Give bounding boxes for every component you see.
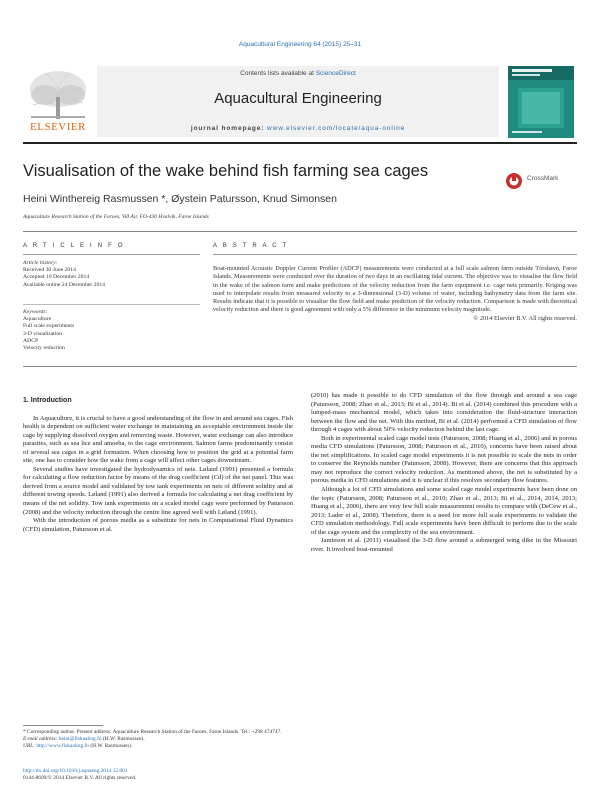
contents-prefix: Contents lists available at (240, 70, 314, 77)
body-paragraph: Although a lot of CFD simulations and some scaled cage model experiments have been done on the topic (Patursson, 2008; Patursson et al., 2010; Zhao et al., 2013; Bi et al., 2014, 2014, 2013; Huang et al., 2006), there are very few full scale measurement results to compare with (DeCew et al., 2013; Lader et al., 2008). Therefore, there is a need for more full scale experiments to validate the CFD simulation methodology. Full scale experiments have been difficult to perform due to the scale of the cage system and the complexity of the sea environment. (311, 486, 577, 536)
keyword-item: Aquaculture (23, 316, 52, 323)
abstract-text: Boat-mounted Acoustic Doppler Current Profiler (ADCP) measurements were conducted at a full scale salmon farm outside Tórshavn, Faroe Islands. Measurements were conducted over the duration of two days in an oscillating tidal current. The objective was to visualise the flow field in the wake of the salmon farm and make predictions of the velocity reduction from the farm equipment i.e. cage nets primarily. Kriging was used to interpolate results from measured velocity to a 3-dimensional (3-D) volume of water, including bathymetry data from the farm site. Results indicate that it is possible to visualise the flow field and make prediction of the velocity reduction. Comparison is made with theoretical velocity reduction and there is good agreement with only a 5% difference in the minimum velocity magnitude. (213, 265, 577, 314)
doi-link[interactable]: http://dx.doi.org/10.1016/j.aquaeng.2014.12.001 (23, 768, 128, 774)
article-title: Visualisation of the wake behind fish farming sea cages (23, 162, 429, 180)
body-paragraph: In Aquaculture, it is crucial to have a good understanding of the flow in and around sea cages. Fish health is dependent on sufficient water exchange in maintaining an acceptable environment inside the cage by supplying dissolved oxygen and removing waste. However, water exchange can also introduce parasites, such as sea lice and amoeba, to the cage environment. Salmon farms predominantly consist of several sea cages in a grid formation. When choosing how to position the grid at a potential farm site, one has to consider how the wake from a cage will affect other cages downstream. (23, 414, 293, 465)
online-date: Available online 24 December 2014 (23, 281, 106, 288)
body-paragraph: Several studies have investigated the hydrodynamics of nets. Løland (1991) presented a formula for calculating a flow reduction factor by means of the drag coefficient (Cd) of the net panel. This was derived from a source model and validated by tow tank experiments on nets of different solidity and at different towing speeds. Løland (1991) also derived a formula for calculating a net drag coefficient by means of the net solidity. Tow tank experiments on a scaled model cage were performed by Patursson (2008) and the velocity reduction through the centre line agreed well with Løland (1991). (23, 465, 293, 516)
keyword-item: 3-D visualisation (23, 330, 63, 337)
abstract-heading: A B S T R A C T (213, 243, 289, 249)
article-info-heading: A R T I C L E I N F O (23, 243, 125, 249)
email-link[interactable]: heini@fiskaaling.fo (58, 736, 102, 742)
url-suffix: (H.W. Rasmussen). (90, 743, 133, 749)
journal-cover-image[interactable] (508, 66, 574, 138)
author-list[interactable]: Heini Winthereig Rasmussen *, Øystein Patursson, Knud Simonsen (23, 193, 337, 205)
url-line (23, 743, 293, 750)
footnote-rule (23, 725, 103, 726)
received-date: Received 30 June 2014 (23, 267, 76, 274)
article-history (23, 260, 198, 289)
abstract-copyright: © 2014 Elsevier B.V. All rights reserved. (473, 314, 577, 322)
body-column-right (311, 392, 577, 554)
abstract-rule (213, 254, 577, 255)
elsevier-wordmark: ELSEVIER (30, 121, 86, 133)
crossmark-label[interactable]: CrossMark (527, 175, 559, 182)
footnotes (23, 729, 293, 750)
history-label: Article history: (23, 260, 58, 266)
homepage-url-link[interactable]: www.elsevier.com/locate/aqua-online (267, 125, 406, 132)
keyword-item: ADCP (23, 337, 39, 344)
keywords-rule (23, 304, 200, 305)
body-paragraph: Both in experimental scaled cage model tests (Patursson, 2008; Huang et al., 2006) and in porous media CFD simulations (Patursson, 2008; Patursson et al., 2010), concerns have been raised about the net simplifications. In scaled cage model experiments it is not possible to scale the nets in order to conserve the Reynolds number (Patursson, 2008). However, there are concerns that this approach may not reproduce the correct velocity reduction. As mentioned above, the net is substituted by a porous media in CFD simulations and it is unclear if this resolves secondary flow features. (311, 434, 577, 485)
url-label: URL: (23, 743, 35, 749)
body-paragraph: With the introduction of porous media as a substitute for nets in Computational Fluid Dynamics (CFD) simulation, Patursson et al. (23, 517, 293, 533)
sciencedirect-link[interactable]: ScienceDirect (315, 70, 356, 77)
email-line (23, 736, 293, 743)
body-column-left (23, 397, 293, 534)
corresponding-author-note: * Corresponding author. Present address: Aquaculture Research Station of the Faroes, Faroe Islands. Tel.: +298 474747. (23, 729, 282, 735)
journal-homepage-line (97, 125, 499, 132)
accepted-date: Accepted 10 December 2014 (23, 274, 90, 281)
email-suffix: (H.W. Rasmussen). (102, 736, 145, 742)
journal-title: Aquacultural Engineering (214, 90, 382, 107)
keyword-item: Full scale experiments (23, 323, 75, 330)
title-rule (23, 231, 577, 232)
url-link[interactable]: http://www.fiskaaling.fo (36, 743, 89, 749)
homepage-label: journal homepage: (190, 125, 265, 132)
author-affiliation: Aquaculture Research Station of the Faroes, Við Áir, FO-430 Hvalvík, Faroe Islands (23, 214, 209, 220)
abstract-end-rule (23, 366, 577, 367)
body-paragraph: Jamieson et al. (2011) visualised the 3-D flow around a submerged wing dike in the Missouri river. It involved boat-mounted (311, 537, 577, 553)
article-info-rule (23, 254, 200, 255)
keywords-label: Keywords: (23, 309, 48, 315)
abstract-body (213, 265, 577, 323)
doi-block (23, 768, 136, 782)
journal-reference[interactable]: Aquacultural Engineering 64 (2015) 25–31 (238, 41, 362, 48)
contents-available-line (97, 70, 499, 77)
section-heading-introduction: 1. Introduction (23, 397, 72, 404)
issn-copyright: 0144-8609/© 2014 Elsevier B.V. All rights reserved. (23, 775, 137, 781)
keywords-block (23, 309, 198, 352)
header-rule (23, 142, 577, 144)
body-paragraph: (2010) has made it possible to do CFD simulation of the flow through and around a sea cage (Patursson, 2008; Zhao et al., 2013; Bi et al., 2014). Bi et al. (2014) combined this procedure with a lumped-mass mechanical model, which takes into consideration the fluid-structure interaction between the flow and the net. With this method, Bi et al. (2014) performed a CFD simulation of flow through 4 cages with about 50% velocity reduction behind the last cage. (311, 392, 577, 434)
keyword-item: Velocity reduction (23, 345, 65, 352)
email-label: E-mail address: (23, 736, 58, 742)
